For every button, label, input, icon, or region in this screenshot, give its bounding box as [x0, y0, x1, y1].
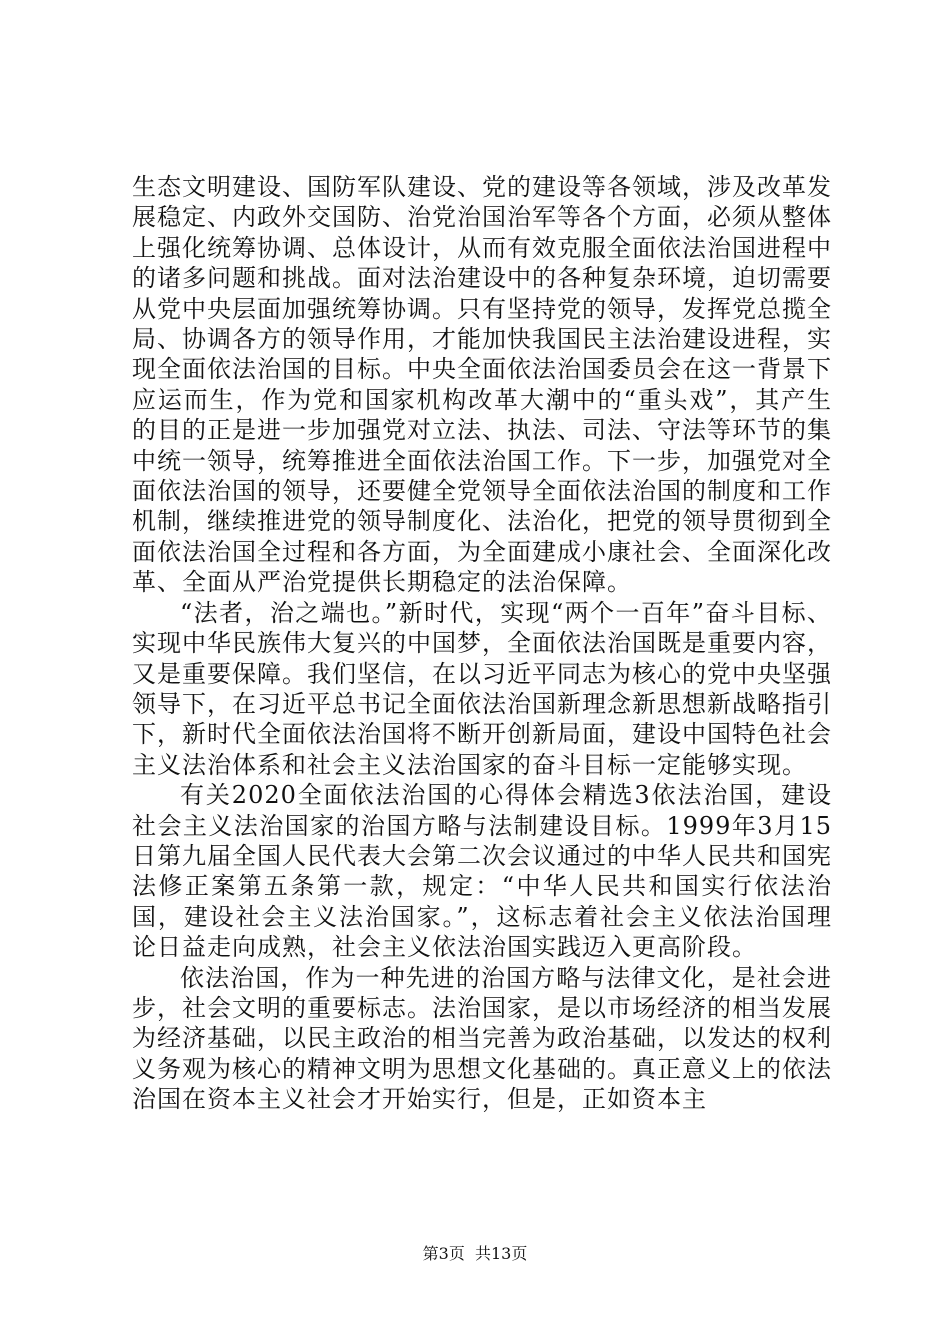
paragraph-3: 有关2020全面依法治国的心得体会精选3依法治国，建设社会主义法治国家的治国方略与法制建设目标。1999年3月15日第九届全国人民代表大会第二次会议通过的中华人民共和国宪法修正案第五条第一款，规定：“中华人民共和国实行依法治国，建设社会主义法治国家。”，这标志着社会主义依法治国理论日益走向成熟，社会主义依法治国实践迈入更高阶段。 — [132, 781, 832, 962]
paragraph-1: 生态文明建设、国防军队建设、党的建设等各领域，涉及改革发展稳定、内政外交国防、治党治国治军等各个方面，必须从整体上强化统筹协调、总体设计，从而有效克服全面依法治国进程中的诸多问题和挑战。面对法治建设中的各种复杂环境，迫切需要从党中央层面加强统筹协调。只有坚持党的领导，发挥党总揽全局、协调各方的领导作用，才能加快我国民主法治建设进程，实现全面依法治国的目标。中央全面依法治国委员会在这一背景下应运而生，作为党和国家机构改革大潮中的“重头戏”，其产生的目的正是进一步加强党对立法、执法、司法、守法等环节的集中统一领导，统筹推进全面依法治国工作。下一步，加强党对全面依法治国的领导，还要健全党领导全面依法治国的制度和工作机制，继续推进党的领导制度化、法治化，把党的领导贯彻到全面依法治国全过程和各方面，为全面建成小康社会、全面深化改革、全面从严治党提供长期稳定的法治保障。 — [132, 173, 832, 597]
paragraph-4: 依法治国，作为一种先进的治国方略与法律文化，是社会进步，社会文明的重要标志。法治国家，是以市场经济的相当发展为经济基础，以民主政治的相当完善为政治基础，以发达的权利义务观为核心的精神文明为思想文化基础的。真正意义上的依法治国在资本主义社会才开始实行，但是，正如资本主 — [132, 963, 832, 1114]
page-number-footer: 第3页 共13页 — [422, 1244, 528, 1263]
paragraph-2: “法者，治之端也。”新时代，实现“两个一百年”奋斗目标、实现中华民族伟大复兴的中国梦，全面依法治国既是重要内容，又是重要保障。我们坚信，在以习近平同志为核心的党中央坚强领导下，在习近平总书记全面依法治国新理念新思想新战略指引下，新时代全面依法治国将不断开创新局面，建设中国特色社会主义法治体系和社会主义法治国家的奋斗目标一定能够实现。 — [132, 598, 832, 779]
document-body — [132, 172, 832, 1115]
